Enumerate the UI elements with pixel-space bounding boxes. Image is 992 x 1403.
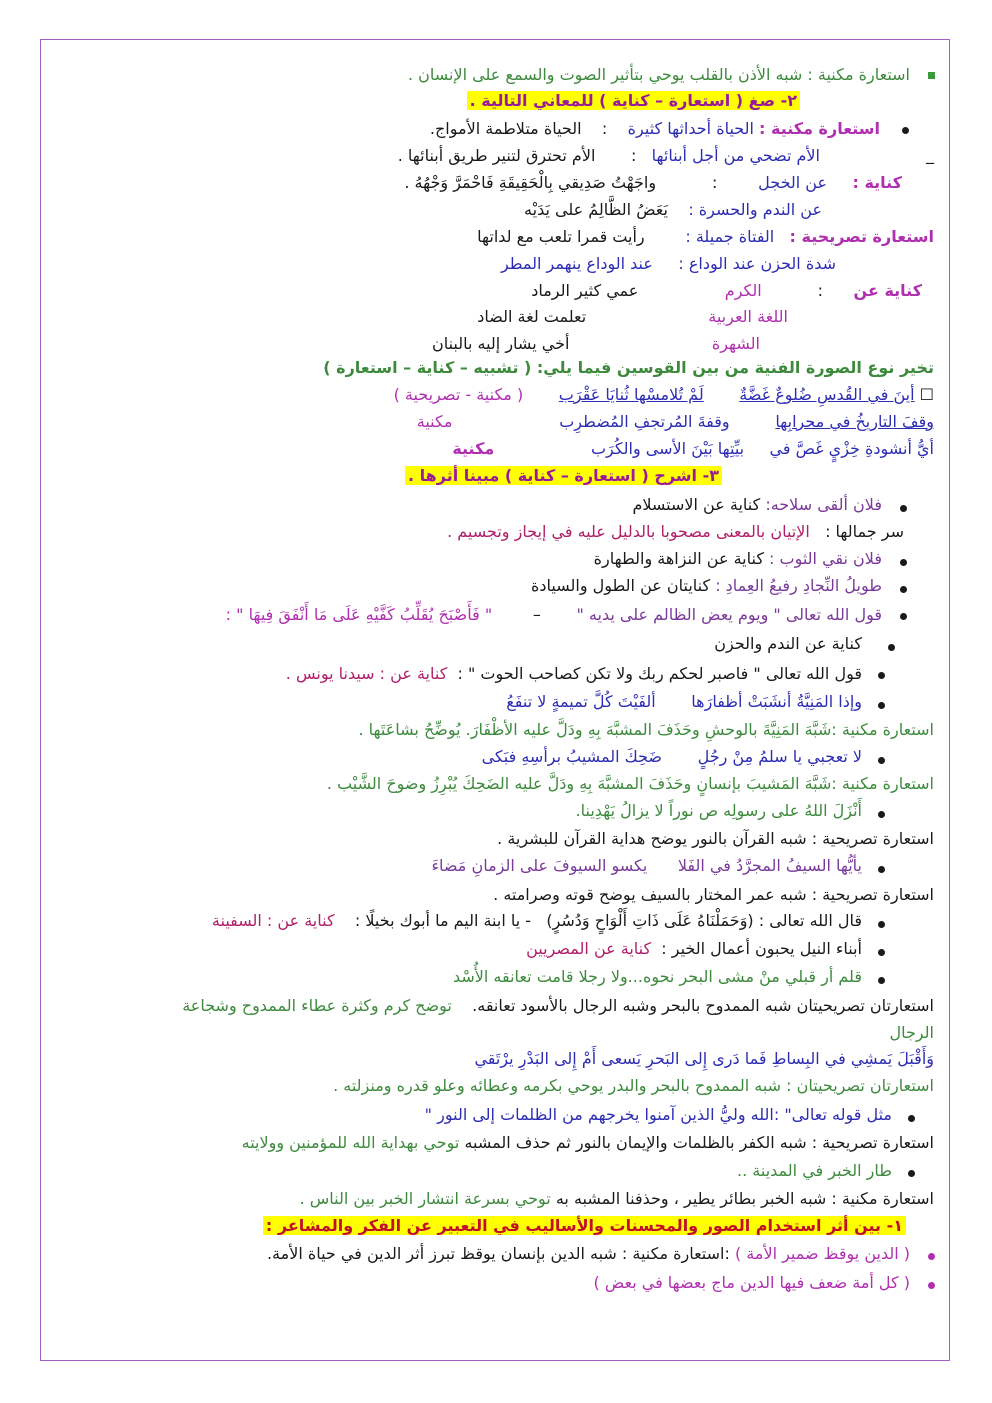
explanation: الإتيان بالمعنى مصحوبا بالدليل عليه في إيجاز وتجسيم . — [447, 522, 810, 541]
hemistich: ضَحِكَ المشيبُ برأسِهِ فبَكى — [481, 747, 662, 766]
bullet-icon — [928, 1282, 935, 1289]
explanation: :استعارة مكنية : شبه الدين بإنسان يوقظ تبرز أثر الدين في حياة الأمة. — [266, 1244, 730, 1263]
bullet-icon — [878, 757, 885, 764]
hemistich: أينَ في القُدسِ ضُلوعٌ غَضَّةٌ — [739, 385, 915, 404]
item-5 — [226, 604, 882, 626]
row-1 — [430, 118, 880, 140]
section-heading-2 — [467, 90, 800, 112]
row-8 — [477, 306, 788, 328]
item-11: استعارة مكنية :شَبَّهَ المَشيبَ بإنسانٍ وحَذَفَ المشبَّهَ بِهِ ودَلَّ عليه الضَحِكَ يُبْرِزُ وضوحَ الشَّيْب . — [326, 774, 934, 793]
item-24 — [242, 1132, 934, 1154]
row-9 — [432, 333, 760, 355]
phrase: قال الله تعالى : (وَحَمَلْنَاهُ عَلَى ذَاتِ أَلْوَاحٍ وَدُسُرٍ) — [546, 911, 862, 930]
example: أخي يشار إليه بالبنان — [431, 334, 570, 353]
effect: توحي بهداية الله للمؤمنين وولايته — [241, 1133, 460, 1152]
phrase: فلان ألقى سلاحه: — [765, 495, 882, 514]
question-3: تخير نوع الصورة الفنية من بين القوسين فيما يلي: ( تشبيه – كناية – استعارة ) — [323, 358, 934, 377]
item-15: استعارة تصريحية : شبه عمر المختار بالسيف يوضح قوته وصرامته . — [493, 885, 934, 904]
hemistich: بيِّتِها بَيْنَ الأسى والكُرَب — [590, 439, 745, 458]
heading-text: ٣- اشرح ( استعارة – كناية ) مبينا أثرها . — [405, 466, 722, 485]
item-27 — [267, 1243, 910, 1265]
example: رأيت قمرا تلعب مع لداتها — [477, 227, 645, 246]
item-21: وَأَقْبَلَ يَمشِي في البِساطِ فَما دَرى إِلى البَحرِ يَسعى أَمْ إِلى البَدْرِ يرْتَقي — [474, 1049, 934, 1068]
bullet-icon — [900, 586, 907, 593]
item-17 — [526, 938, 862, 960]
explanation: استعارة تصريحية : شبه الكفر بالظلمات والإيمان بالنور ثم حذف المشبه — [464, 1133, 934, 1152]
meaning: اللغة العربية — [708, 307, 788, 326]
poem-2 — [417, 411, 934, 433]
hemistich: وقفةَ المُرتجفِ المُضطرِب — [559, 412, 730, 431]
explanation: استعارتان تصريحيتان شبه الممدوح بالبحر وشبه الرجال بالأسود تعانقه. — [472, 996, 934, 1015]
item-6: كناية عن الندم والحزن — [714, 634, 862, 653]
example: واجَهْتُ صَدِيقي بِالْحَقِيقَةِ فَاحْمَرَّ وَجْهُهُ . — [404, 173, 657, 192]
bullet-icon — [888, 644, 895, 651]
phrase: أبناء النيل يحبون أعمال الخير : — [661, 939, 862, 958]
phrase: فلان نقي الثوب : — [769, 549, 882, 568]
effect: توضح كرم وكثرة عطاء الممدوح وشجاعة — [182, 996, 452, 1015]
item-16 — [212, 910, 862, 932]
item-22: استعارتان تصريحيتان : شبه الممدوح بالبحر والبدر يوحي بكرمه وعطائه وعلو قدره ومنزلته . — [333, 1076, 934, 1095]
item-25: طار الخبر في المدينة .. — [737, 1161, 892, 1180]
row-3 — [404, 172, 902, 194]
explanation: كناية عن : السفينة — [211, 911, 335, 930]
label: استعارة مكنية : — [759, 119, 880, 138]
bullet-icon — [878, 702, 885, 709]
colon: : — [601, 119, 608, 138]
bullet-icon — [900, 505, 907, 512]
answer: ( مكنية - تصريحية ) — [393, 385, 524, 404]
explanation: كناية عن النزاهة والطهارة — [593, 549, 764, 568]
bullet-icon — [878, 977, 885, 984]
phrase: طويلُ النِّجادِ رفيعُ العِمادِ : — [715, 576, 882, 595]
item-18: قلم أر قبلي منْ مشى البحر نحوه...ولا رجلا قامت تعانقه الأُسْد — [452, 967, 862, 986]
poem-3 — [452, 438, 934, 460]
label: كناية : — [852, 173, 902, 192]
verse: " فَأَصْبَحَ يُقَلِّبُ كَفَّيْهِ عَلَى مَا أَنْفَقَ فِيهَا " : — [225, 605, 493, 624]
bullet-icon — [878, 811, 885, 818]
example: الحياة متلاطمة الأمواج. — [429, 119, 582, 138]
phrase: قول الله تعالى " ويوم يعض الظالم على يديه " — [576, 605, 882, 624]
explanation: كنايتان عن الطول والسيادة — [531, 576, 711, 595]
colon: : — [631, 146, 637, 165]
row-7 — [531, 280, 922, 302]
colon: : — [817, 281, 824, 300]
hemistich: وقفَ التاريخُ في محرابِها — [775, 412, 934, 431]
section-heading-1 — [263, 1215, 906, 1237]
row-5 — [477, 226, 934, 248]
bullet-icon — [908, 1115, 915, 1122]
item-1 — [632, 494, 882, 516]
hemistich: لَمْ تُلامسْها ثُنايَا عَقْرَب — [558, 385, 704, 404]
verse: - يا ابنة اليم ما أبوك بخيلًا : — [354, 911, 532, 930]
meaning: الفتاة جميلة : — [685, 227, 775, 246]
label: استعارة تصريحية : — [789, 227, 934, 246]
item-14 — [432, 855, 862, 877]
example: عمي كثير الرماد — [531, 281, 639, 300]
bullet-icon — [928, 72, 935, 79]
example: الأم تحترق لتنير طريق أبنائها . — [397, 146, 596, 165]
item-13: استعارة تصريحية : شبه القرآن بالنور يوضح هداية القرآن للبشرية . — [497, 829, 934, 848]
hemistich: أيُّ أنشودةِ خِزْيٍ غَصَّ في — [769, 439, 934, 458]
bullet-icon — [878, 866, 885, 873]
bullet-icon — [878, 949, 885, 956]
checkbox-icon: ☐ — [919, 385, 934, 404]
hemistich: يأيُّها السيفُ المجرَّدُ في الفَلا — [677, 856, 862, 875]
example: تعلمت لغة الضاد — [477, 307, 587, 326]
bullet-icon — [908, 1170, 915, 1177]
bullet-icon — [902, 127, 909, 134]
bullet-icon — [928, 1253, 935, 1260]
item-10 — [482, 746, 862, 768]
metaphor-line: استعارة مكنية : شبه الأذن بالقلب يوحي بتأثير الصوت والسمع على الإنسان . — [407, 65, 910, 84]
answer: مكنية — [416, 412, 453, 431]
phrase: قول الله تعالى " فاصبر لحكم ربك ولا تكن كصاحب الحوت " : — [457, 664, 862, 683]
item-8 — [506, 691, 862, 713]
item-26 — [300, 1188, 934, 1210]
explanation: كناية عن المصريين — [526, 939, 652, 958]
bullet-icon — [900, 559, 907, 566]
meaning: الشهرة — [711, 334, 760, 353]
item-19 — [182, 995, 934, 1017]
row-6 — [501, 253, 836, 275]
label: كناية عن — [853, 281, 922, 300]
example: عند الوداع ينهمر المطر — [500, 254, 653, 273]
dash: – — [532, 605, 541, 624]
dash: _ — [926, 145, 934, 164]
item-7 — [286, 663, 862, 685]
explanation: كناية عن : سيدنا يونس . — [285, 664, 448, 683]
item-12: أَنْزَلَ اللهُ على رسولِه ص نوراً لا يزالُ يَهْدِينا. — [575, 801, 862, 820]
hemistich: ألفَيْتَ كُلَّ تميمةٍ لا تنفَعُ — [506, 692, 656, 711]
example: يَعَضُ الظَّالِمُ على يَدَيْه — [524, 200, 668, 219]
heading-text: ١- بين أثر استخدام الصور والمحسنات والأساليب في التعبير عن الفكر والمشاعر : — [263, 1216, 906, 1235]
poem-1 — [394, 384, 934, 406]
effect: توحي بسرعة انتشار الخبر بين الناس . — [299, 1189, 551, 1208]
meaning: عن الندم والحسرة : — [688, 200, 822, 219]
hemistich: لا تعجبي يا سلمُ مِنْ رجُلٍ — [697, 747, 862, 766]
bullet-icon — [900, 613, 907, 620]
item-3 — [594, 548, 882, 570]
phrase: ( الدين يوقظ ضمير الأمة ) — [734, 1244, 910, 1263]
row-4 — [524, 199, 822, 221]
item-28: ( كل أمة ضعف فيها الدين ماج بعضها في بعض ) — [593, 1273, 910, 1292]
item-9: استعارة مكنية :شَبَّهَ المَنِيَّةَ بالوحشِ وحَذَفَ المشبَّهَ بِهِ ودَلَّ عليه الأظْفَارَ. يُوضِّحُ بشاعَتَها . — [358, 720, 934, 739]
explanation: كناية عن الاستسلام — [632, 495, 761, 514]
colon: : — [712, 173, 718, 192]
meaning: الأم تضحي من أجل أبنائها — [651, 146, 820, 165]
item-20: الرجال — [889, 1023, 934, 1042]
meaning: شدة الحزن عند الوداع : — [678, 254, 836, 273]
label: سر جمالها : — [825, 522, 904, 541]
section-heading-3 — [405, 465, 722, 487]
explanation: استعارة مكنية : شبه الخبر بطائر يطير ، وحذفنا المشبه به — [555, 1189, 934, 1208]
bullet-icon — [878, 672, 885, 679]
row-2 — [398, 145, 820, 167]
item-23: مثل قوله تعالى" :الله وليُّ الذين آمنوا يخرجهم من الظلمات إلى النور " — [424, 1105, 892, 1124]
meaning: عن الخجل — [758, 173, 828, 192]
item-4 — [531, 575, 882, 597]
hemistich: يكسو السيوفَ على الزمانِ مَضاءَ — [431, 856, 648, 875]
heading-text: ٢- صغ ( استعارة – كناية ) للمعاني التالية . — [467, 91, 800, 110]
answer: مكنية — [452, 439, 495, 458]
item-2 — [447, 521, 904, 543]
meaning: الكرم — [724, 281, 762, 300]
hemistich: وإذا المَنِيَّةُ أنشَبَتْ أظفارَها — [691, 692, 862, 711]
meaning: الحياة أحداثها كثيرة — [627, 119, 754, 138]
bullet-icon — [878, 921, 885, 928]
